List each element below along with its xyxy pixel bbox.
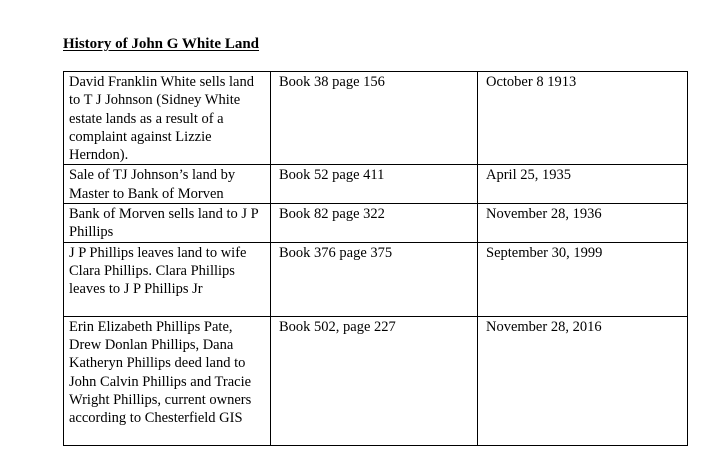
book-page-cell: Book 502, page 227 [271, 316, 478, 445]
book-page-cell: Book 376 page 375 [271, 242, 478, 316]
date-cell: April 25, 1935 [478, 165, 688, 204]
description-cell: J P Phillips leaves land to wife Clara Phillips. Clara Phillips leaves to J P Phillips Jr [64, 242, 271, 316]
description-cell: David Franklin White sells land to T J Johnson (Sidney White estate lands as a result of a complaint against Lizzie Herndon). [64, 72, 271, 165]
date-cell: November 28, 1936 [478, 204, 688, 243]
date-cell: September 30, 1999 [478, 242, 688, 316]
description-cell: Erin Elizabeth Phillips Pate, Drew Donlan Phillips, Dana Katheryn Phillips deed land to John Calvin Phillips and Tracie Wright Phillips, current owners according to Chesterfield GIS [64, 316, 271, 445]
table-row [64, 72, 688, 165]
document-title: History of John G White Land [63, 36, 260, 52]
description-cell: Bank of Morven sells land to J P Phillips [64, 204, 271, 243]
table-row [64, 316, 688, 445]
land-history-table [63, 71, 688, 446]
table-row [64, 242, 688, 316]
book-page-cell: Book 82 page 322 [271, 204, 478, 243]
table-row [64, 204, 688, 243]
date-cell: November 28, 2016 [478, 316, 688, 445]
table-row [64, 165, 688, 204]
book-page-cell: Book 52 page 411 [271, 165, 478, 204]
date-cell: October 8 1913 [478, 72, 688, 165]
description-cell: Sale of TJ Johnson’s land by Master to Bank of Morven [64, 165, 271, 204]
book-page-cell: Book 38 page 156 [271, 72, 478, 165]
